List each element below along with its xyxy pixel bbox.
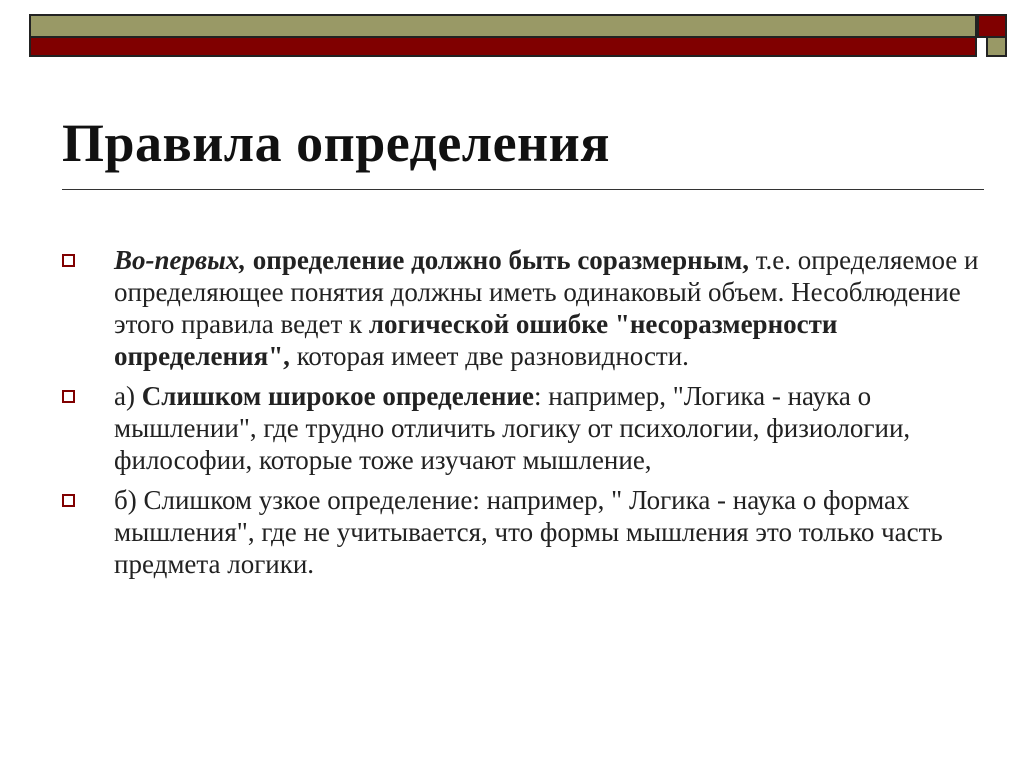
bullet-1-tail: которая имеет две разновидности. (289, 341, 689, 371)
bullet-3-text: б) Слишком узкое определение: например, " Логика - наука о формах мышления", где не учитывается, что формы мышления это только часть предмета логики. (114, 485, 943, 579)
bullet-item-3 (62, 484, 982, 580)
slide-body (62, 244, 982, 588)
bullet-2-emphasis: Слишком широкое определение (141, 381, 534, 411)
corner-square-maroon (977, 14, 1007, 38)
hollow-square-bullet-icon (62, 254, 75, 267)
bullet-item-2 (62, 380, 982, 476)
bullet-1-emphasis: логической ошибке "несоразмерности определения", (114, 309, 838, 371)
hollow-square-bullet-icon (62, 494, 75, 507)
slide-title: Правила определения (62, 113, 610, 173)
bullet-2-prefix: а) (114, 381, 142, 411)
header-band-maroon (29, 37, 977, 57)
bullet-1-intro: Во-первых, (114, 245, 247, 275)
bullet-item-1 (62, 244, 982, 372)
hollow-square-bullet-icon (62, 390, 75, 403)
corner-square-olive (986, 37, 1007, 57)
bullet-1-lead: определение должно быть соразмерным, (246, 245, 749, 275)
bullet-1-text: т.е. определяемое и определяющее понятия должны иметь одинаковый объем. Несоблюдение этого правила ведет к (114, 245, 979, 339)
header-band-olive (29, 14, 977, 38)
bullet-2-text: : например, "Логика - наука о мышлении", где трудно отличить логику от психологии, физиологии, философии, которые тоже изучают мышление, (114, 381, 911, 475)
title-underline (62, 189, 984, 190)
